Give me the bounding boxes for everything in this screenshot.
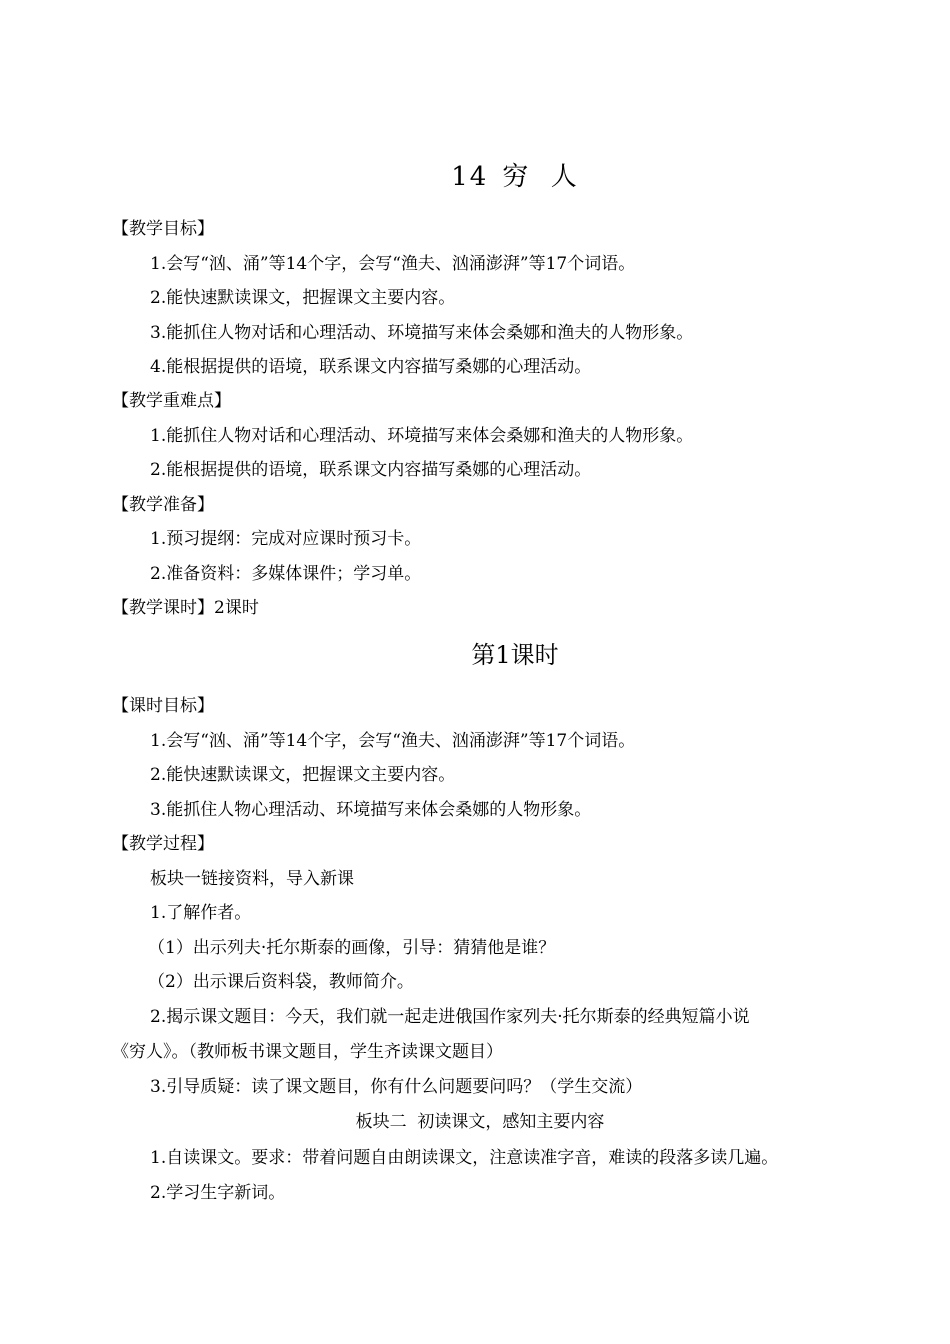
lesson-title (0, 160, 950, 194)
block-1-item: 2.揭示课文题目：今天，我们就一起走进俄国作家列夫·托尔斯泰的经典短篇小说 (150, 1007, 750, 1027)
goal-item: 4.能根据提供的语境，联系课文内容描写桑娜的心理活动。 (150, 357, 592, 377)
lesson-number: 14 (451, 162, 489, 192)
block-2-title: 板块二 初读课文，感知主要内容 (355, 1112, 605, 1132)
preparation-heading: 【教学准备】 (112, 495, 214, 515)
key-point-item: 1.能抓住人物对话和心理活动、环境描写来体会桑娜和渔夫的人物形象。 (150, 426, 694, 446)
class-hours-line: 【教学课时】2课时 (112, 598, 259, 618)
lesson-goal-item: 2.能快速默读课文，把握课文主要内容。 (150, 765, 456, 785)
goal-item: 1.会写“汹、涌”等14个字，会写“渔夫、汹涌澎湃”等17个词语。 (150, 254, 636, 274)
lesson-1-title: 第1课时 (471, 641, 559, 669)
lesson-goals-heading: 【课时目标】 (112, 696, 214, 716)
block-1-title: 板块一链接资料，导入新课 (150, 869, 354, 889)
block-1-item: 《穷人》。（教师板书课文题目，学生齐读课文题目） (112, 1042, 503, 1062)
block-1-item: 1.了解作者。 (150, 903, 252, 923)
preparation-item: 1.预习提纲：完成对应课时预习卡。 (150, 529, 422, 549)
block-1-item: （2）出示课后资料袋，教师简介。 (148, 972, 414, 992)
goals-heading: 【教学目标】 (112, 219, 214, 239)
block-1-item: 3.引导质疑：读了课文题目，你有什么问题要问吗？（学生交流） (150, 1077, 643, 1097)
goal-item: 2.能快速默读课文，把握课文主要内容。 (150, 288, 456, 308)
key-points-heading: 【教学重难点】 (112, 391, 231, 411)
goal-item: 3.能抓住人物对话和心理活动、环境描写来体会桑娜和渔夫的人物形象。 (150, 323, 694, 343)
process-heading: 【教学过程】 (112, 834, 214, 854)
block-2-item: 1.自读课文。要求：带着问题自由朗读课文，注意读准字音，难读的段落多读几遍。 (150, 1148, 779, 1168)
block-1-item: （1）出示列夫·托尔斯泰的画像，引导：猜猜他是谁？ (148, 938, 556, 958)
lesson-goal-item: 1.会写“汹、涌”等14个字，会写“渔夫、汹涌澎湃”等17个词语。 (150, 731, 636, 751)
block-2-item: 2.学习生字新词。 (150, 1183, 286, 1203)
key-point-item: 2.能根据提供的语境，联系课文内容描写桑娜的心理活动。 (150, 460, 592, 480)
preparation-item: 2.准备资料：多媒体课件；学习单。 (150, 564, 422, 584)
lesson-goal-item: 3.能抓住人物心理活动、环境描写来体会桑娜的人物形象。 (150, 800, 592, 820)
lesson-name: 穷 人 (502, 162, 579, 192)
